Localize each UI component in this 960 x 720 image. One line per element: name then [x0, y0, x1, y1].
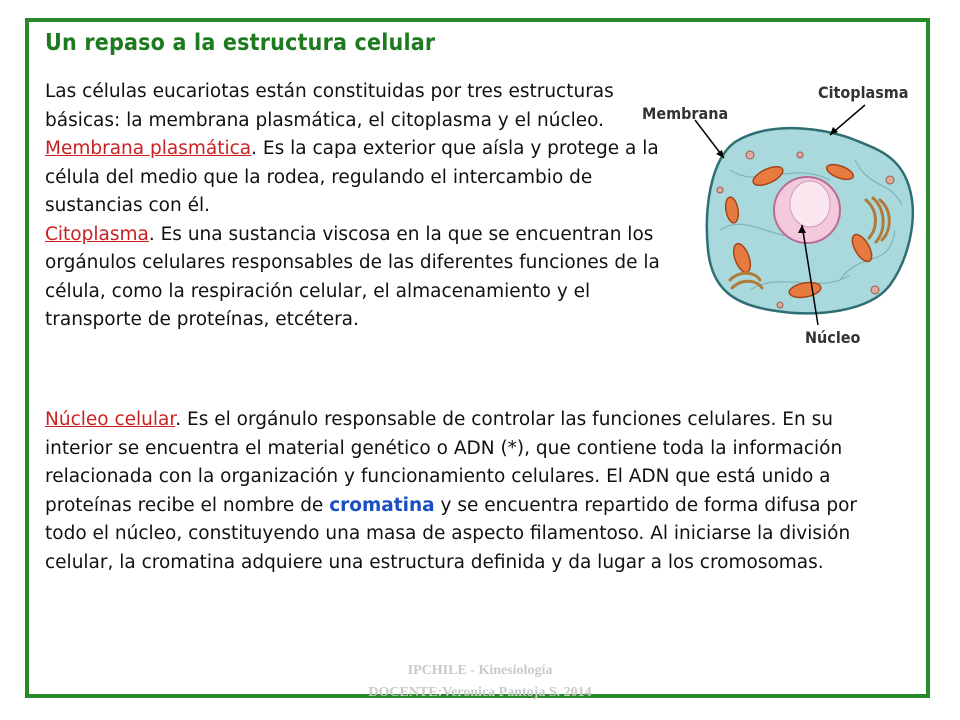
membrana-text: . Es la capa exterior que aísla y protege a la célula del medio que la rodea, regulando el intercambio de sustancias con él. [45, 138, 659, 216]
slide-title: Un repaso a la estructura celular [45, 30, 436, 56]
term-nucleo: Núcleo celular [45, 409, 176, 430]
term-citoplasma: Citoplasma [45, 223, 149, 245]
footer-teacher: DOCENTE:Veronica Pantoja S. 2014 [368, 685, 592, 700]
label-citoplasma: Citoplasma [818, 83, 909, 102]
intro-paragraph [45, 78, 660, 335]
nucleo-text-a: . Es el orgánulo responsable de controlar las funciones celulares. En su interior se encuentra el material genético o ADN (*), que contiene toda la información relacionada con la organización y funcionamiento celulares. El ADN que está unido a proteínas recibe el nombre de [45, 409, 843, 516]
term-membrana: Membrana plasmática [45, 138, 252, 159]
citoplasma-text: . Es una sustancia viscosa en la que se encuentran los orgánulos celulares responsables de las diferentes funciones de la célula, como la respiración celular, el almacenamiento y el transporte de proteínas, etcétera. [45, 223, 660, 330]
intro-text: Las células eucariotas están constituidas por tres estructuras básicas: la membrana plasmática, el citoplasma y el núcleo. [45, 81, 614, 131]
nucleolus [790, 181, 830, 227]
arrowhead-membrana [716, 150, 724, 158]
footer-institution: IPCHILE - Kinesiología [407, 663, 553, 678]
nucleo-text-b: y se encuentra repartido de forma difusa por todo el núcleo, constituyendo una masa de aspecto filamentoso. Al iniciarse la división celular, la cromatina adquiere una estructura definida y da lugar a los cromosomas. [45, 494, 858, 573]
term-cromatina: cromatina [329, 494, 435, 516]
label-membrana: Membrana [642, 104, 729, 123]
label-nucleo: Núcleo [805, 328, 861, 347]
nucleo-paragraph [45, 406, 895, 577]
